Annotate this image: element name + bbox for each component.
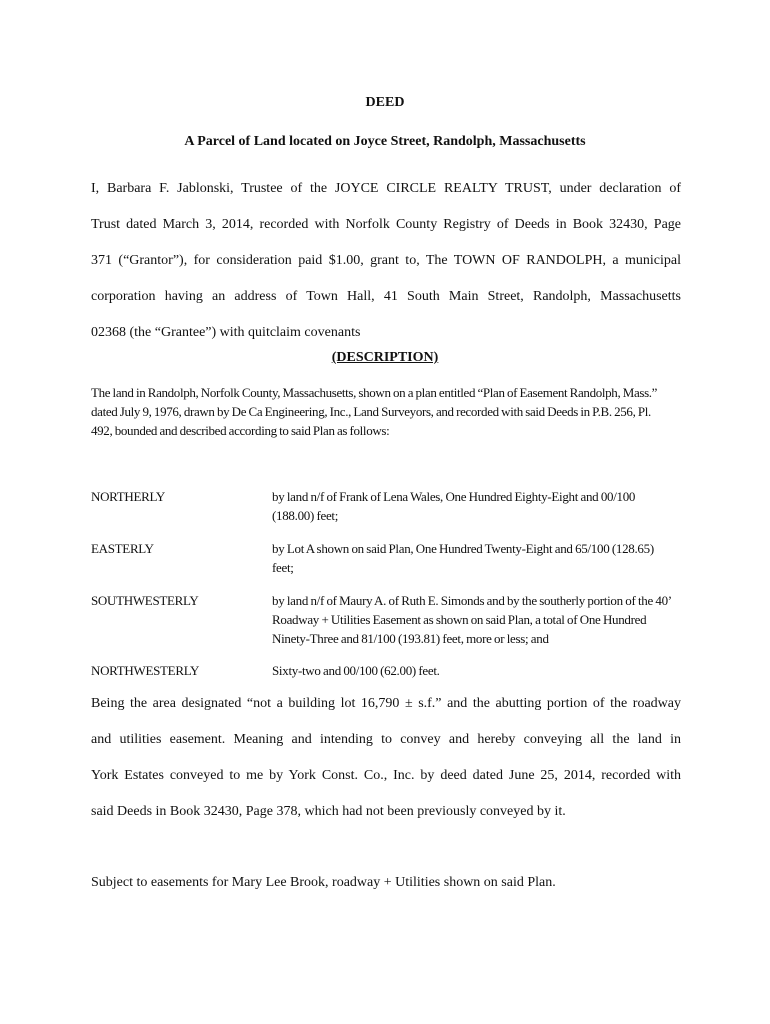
closing-line: Being the area designated “not a building lot 16,790 ± s.f.” and the abutting portion of the roadway <box>91 696 681 711</box>
description-paragraph: The land in Randolph, Norfolk County, Massachusetts, shown on a plan entitled “Plan of Easement Randolph, Mass.” dated July 9, 1976, drawn by De Ca Engineering, Inc., Land Surveyors, and recorded with said Deeds in P.B. 256, Pl. 492, bounded and described according to said Plan as follows: <box>91 385 658 438</box>
boundary-description: by land n/f of Frank of Lena Wales, One Hundred Eighty-Eight and 00/100 (188.00) feet; <box>272 489 636 523</box>
boundary-description: by land n/f of Maury A. of Ruth E. Simonds and by the southerly portion of the 40’ Roadway + Utilities Easement as shown on said Plan, a total of One Hundred Ninety-Three and 81/100 (193.81) feet, more or less; and <box>272 593 671 646</box>
boundary-description: Sixty-two and 00/100 (62.00) feet. <box>272 663 440 678</box>
document-title: DEED <box>365 95 405 110</box>
closing-line: said Deeds in Book 32430, Page 378, which had not been previously conveyed by it. <box>91 804 566 819</box>
grant-line: 371 (“Grantor”), for consideration paid $1.00, grant to, The TOWN OF RANDOLPH, a municipal <box>91 253 681 268</box>
boundary-direction: SOUTHWESTERLY <box>91 593 199 608</box>
closing-paragraph <box>91 686 681 830</box>
grant-line: Trust dated March 3, 2014, recorded with Norfolk County Registry of Deeds in Book 32430, Page <box>91 217 681 232</box>
grant-line: corporation having an address of Town Hall, 41 South Main Street, Randolph, Massachusetts <box>91 289 681 304</box>
boundary-description: by Lot A shown on said Plan, One Hundred Twenty-Eight and 65/100 (128.65) feet; <box>272 541 654 575</box>
boundary-direction: EASTERLY <box>91 541 154 556</box>
description-heading: (DESCRIPTION) <box>331 350 439 365</box>
subject-to-clause: Subject to easements for Mary Lee Brook, roadway + Utilities shown on said Plan. <box>91 875 556 890</box>
closing-line: York Estates conveyed to me by York Const. Co., Inc. by deed dated June 25, 2014, recorded with <box>91 768 681 783</box>
boundary-direction: NORTHWESTERLY <box>91 663 200 678</box>
grant-line: 02368 (the “Grantee”) with quitclaim covenants <box>91 325 361 340</box>
grant-line: I, Barbara F. Jablonski, Trustee of the JOYCE CIRCLE REALTY TRUST, under declaration of <box>91 181 681 196</box>
closing-line: and utilities easement. Meaning and intending to convey and hereby conveying all the land in <box>91 732 681 747</box>
boundary-direction: NORTHERLY <box>91 489 165 504</box>
grant-paragraph <box>91 171 681 351</box>
document-subtitle: A Parcel of Land located on Joyce Street, Randolph, Massachusetts <box>184 134 586 149</box>
